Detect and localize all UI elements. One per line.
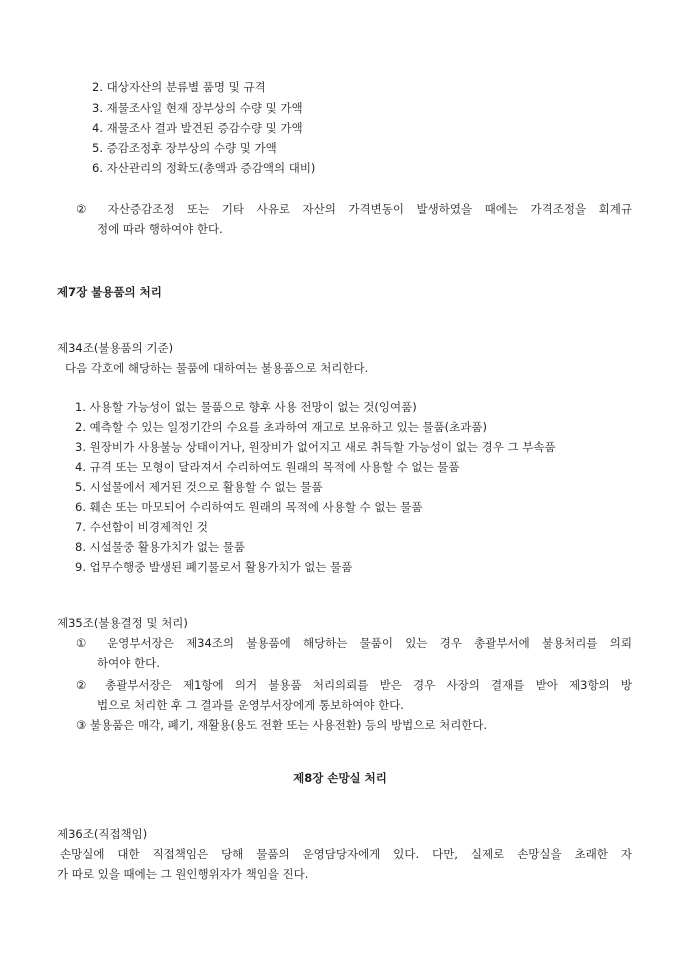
article-title: 제35조(불용결정 및 처리) [57, 616, 188, 630]
list-item: 5. 시설물에서 제거된 것으로 활용할 수 없는 물품 [75, 480, 323, 494]
list-item: 3. 재물조사일 현재 장부상의 수량 및 가액 [92, 101, 303, 115]
list-item: 1. 사용할 가능성이 없는 물품으로 향후 사용 전망이 없는 것(잉여품) [75, 400, 417, 414]
paragraph-line: 정에 따라 행하여야 한다. [97, 222, 223, 236]
list-item: 6. 자산관리의 정확도(총액과 증감액의 대비) [92, 161, 316, 175]
list-item: 9. 업무수행중 발생된 폐기물로서 활용가치가 없는 물품 [75, 560, 353, 574]
paragraph-line: 하여야 한다. [97, 656, 160, 670]
list-item: 5. 증감조정후 장부상의 수량 및 가액 [92, 141, 277, 155]
article-title: 제34조(불용품의 기준) [57, 341, 174, 355]
chapter-title: 제8장 손망실 처리 [293, 771, 387, 785]
list-item: 8. 시설물중 활용가치가 없는 물품 [75, 540, 246, 554]
paragraph-line: ① 운영부서장은 제34조의 불용품에 해당하는 물품이 있는 경우 총괄부서에 불용처리를 의뢰 [76, 636, 632, 650]
list-item: 4. 재물조사 결과 발견된 증감수량 및 가액 [92, 121, 303, 135]
chapter-title: 제7장 불용품의 처리 [57, 285, 162, 299]
paragraph-line: ② 자산증감조정 또는 기타 사유로 자산의 가격변동이 발생하였을 때에는 가격조정을 회계규 [76, 202, 632, 216]
paragraph-line: ② 총괄부서장은 제1항에 의거 불용품 처리의뢰를 받은 경우 사장의 결재를 받아 제3항의 방 [76, 678, 632, 692]
paragraph-line: ③ 불용품은 매각, 폐기, 재활용(용도 전환 또는 사용전환) 등의 방법으로 처리한다. [76, 718, 488, 732]
article-intro: 다음 각호에 해당하는 물품에 대하여는 불용품으로 처리한다. [65, 361, 369, 375]
article-title: 제36조(직접책임) [57, 827, 148, 841]
paragraph-line: 법으로 처리한 후 그 결과를 운영부서장에게 통보하여야 한다. [97, 698, 404, 712]
paragraph-line: 손망실에 대한 직접책임은 당해 물품의 운영담당자에게 있다. 다만, 실제로 손망실을 초래한 자 [60, 847, 632, 861]
paragraph-line: 가 따로 있을 때에는 그 원인행위자가 책임을 진다. [57, 867, 309, 881]
list-item: 2. 대상자산의 분류별 품명 및 규격 [92, 80, 266, 94]
list-item: 3. 원장비가 사용불능 상태이거나, 원장비가 없어지고 새로 취득할 가능성이 없는 경우 그 부속품 [75, 440, 556, 454]
list-item: 2. 예측할 수 있는 일정기간의 수요를 초과하여 재고로 보유하고 있는 물품(초과품) [75, 420, 487, 434]
list-item: 6. 훼손 또는 마모되어 수리하여도 원래의 목적에 사용할 수 없는 물품 [75, 500, 423, 514]
list-item: 7. 수선함이 비경제적인 것 [75, 520, 209, 534]
list-item: 4. 규격 또는 모형이 달라져서 수리하여도 원래의 목적에 사용할 수 없는 물품 [75, 460, 460, 474]
